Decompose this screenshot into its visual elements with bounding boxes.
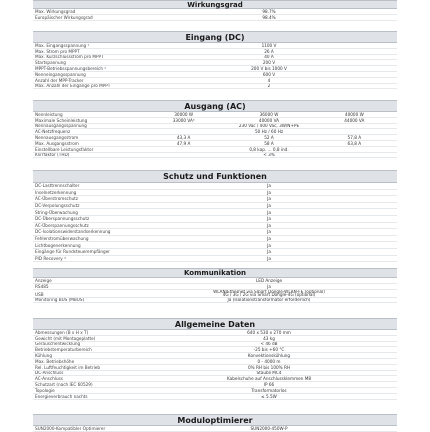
spec-label: Klirrfaktor (THD) [35, 152, 70, 158]
section-kommunikation [33, 268, 397, 303]
spec-value: < 3% [263, 152, 275, 158]
spec-value: 0 - 4000 m [257, 358, 281, 364]
spec-value: 200 V bis 1000 V [251, 66, 287, 71]
spec-row [33, 15, 397, 21]
spec-row [33, 229, 397, 236]
spec-row [33, 426, 397, 432]
spec-label: Nennausgangsstrom [35, 135, 79, 140]
section-title: Wirkungsgrad [33, 0, 397, 9]
spec-value: Kabelschuhe auf Anschlussklemmen M8 [226, 376, 311, 382]
spec-label: Max. Betriebshöhe [35, 358, 75, 364]
spec-label: AC-Überspannungsschutz [35, 222, 89, 228]
spec-label: USB [35, 291, 44, 297]
spec-value: 52 A [264, 135, 274, 140]
spec-value: 40 A [264, 54, 274, 60]
spec-label: Startspannung [35, 60, 66, 66]
spec-value: Stäubli MC4 [256, 370, 282, 376]
spec-value: 0,8 kap. ... 0,8 ind. [249, 146, 289, 152]
spec-value: Ja (Isolationstransformator erforderlich) [227, 297, 311, 303]
spec-row [33, 203, 397, 210]
spec-label: Einstellbare Leistungsfaktor [35, 146, 94, 152]
spec-label: Max. Kurzschlussstrom pro MPPT [35, 54, 104, 60]
section-title: Allgemeine Daten [33, 318, 397, 330]
spec-value: 40000 VA [258, 117, 280, 123]
section-title: Moduloptimierer [33, 414, 397, 426]
spec-label: Energieverbrauch nachts [35, 393, 88, 399]
spec-value: Ja [267, 283, 271, 289]
spec-value: 44000 VA [344, 117, 365, 123]
spec-row [33, 223, 397, 230]
spec-label: Anzeige [35, 278, 52, 283]
spec-value: 50 Hz / 60 Hz [254, 129, 284, 135]
spec-label: SUN2000-Kompatibler Optimierer [35, 426, 106, 431]
spec-row [33, 183, 397, 190]
spec-value: ≤ 5.5W [261, 393, 277, 399]
section-schutz [33, 170, 397, 262]
spec-label: Schutzart (nach IEC 60529) [35, 382, 93, 387]
spec-value: Ja [267, 242, 271, 248]
spec-value: Transformatorlos [251, 387, 287, 393]
spec-value: 30000 W [174, 112, 194, 117]
spec-value: 2 [267, 83, 271, 89]
spec-value: 0% RH bis 100% RH [247, 364, 291, 370]
spec-label: RS485 [35, 283, 49, 289]
spec-label: MPPT-Betriebsspannungsbereich ² [35, 66, 107, 71]
spec-value: 58 A [264, 140, 274, 146]
spec-row [33, 290, 397, 298]
spec-label: Max. Ausgangsstrom [35, 140, 79, 146]
spec-value: Ja [267, 216, 271, 222]
spec-label: Inselnetzerkennung [35, 189, 77, 195]
spec-value: 640 x 530 x 270 mm [247, 330, 291, 335]
spec-value: WLAN/Ethernet via Smart Dongle-WLAN-FE (optional) 4G / 3G / 2G via Smart Dongle-4G (optional) [213, 289, 325, 298]
spec-label: Fehlerstromüberwachung [35, 235, 89, 241]
spec-value: 600 V [262, 71, 276, 77]
section-moduloptimierer [33, 414, 397, 432]
spec-label: DC-Anschluss [35, 370, 64, 376]
spec-label: DC-Verpolungsschutz [35, 202, 80, 208]
spec-value: 98.7% [262, 9, 276, 14]
spec-value: 43 kg [263, 335, 275, 341]
spec-row [33, 242, 397, 249]
spec-label: Nennleistung [35, 112, 63, 117]
spec-label: Europäischer Wirkungsgrad [35, 14, 93, 20]
spec-label: Max. Wirkungsgrad [35, 9, 76, 14]
spec-value: < 46 dB [260, 341, 278, 347]
spec-row [33, 249, 397, 256]
spec-label: Lichtbogenerkennung [35, 242, 81, 248]
spec-value: -25 bis +60 °C [253, 347, 285, 353]
spec-row [33, 209, 397, 216]
spec-label: PID Recovery ⁴ [35, 255, 66, 261]
spec-label: Max. Strom pro MPPT [35, 48, 80, 54]
spec-label: Nennausgangsspannung [35, 123, 87, 129]
section-allgemein [33, 318, 397, 400]
spec-value: 43,3 A [176, 135, 191, 140]
spec-label: Eingänge für Rundsteuerempfänger [35, 249, 110, 255]
spec-label: AC-Überstromschutz [35, 196, 78, 202]
spec-label: Geräuschentwicklung [35, 341, 81, 347]
spec-row [33, 196, 397, 203]
section-title: Kommunikation [33, 268, 397, 278]
spec-value: Ja [267, 235, 271, 241]
spec-value: Ja [267, 196, 271, 202]
spec-label: Abmessungen (B x H x T) [35, 330, 89, 335]
spec-row [33, 256, 397, 263]
spec-value: 36000 W [259, 112, 279, 117]
spec-value: SUN2000-450W-P [250, 426, 288, 431]
spec-label: Max. Eingangsspannung ¹ [35, 43, 90, 48]
spec-value: 98.4% [262, 14, 276, 20]
spec-label: AC-Anschluss [35, 376, 63, 382]
spec-label: Maximale Scheinleistung [35, 117, 88, 123]
section-ausgang [33, 100, 397, 158]
spec-value: Ja [267, 255, 271, 261]
spec-value: 57,8 A [347, 135, 362, 140]
spec-value: Ja [267, 249, 271, 255]
spec-label: Monitoring BUS (MBUS) [35, 297, 85, 303]
spec-label: DC-Überspannungsschutz [35, 216, 90, 222]
spec-row [33, 298, 397, 304]
spec-label: String-Überwachung [35, 209, 78, 215]
section-eingang [33, 31, 397, 89]
spec-row [33, 153, 397, 159]
spec-row [33, 236, 397, 243]
spec-value: Konvektionskühlung [247, 353, 291, 358]
spec-label: Nenneingangsspannung [35, 71, 86, 77]
spec-value: Ja [267, 189, 271, 195]
section-wirkungsgrad [33, 0, 397, 21]
spec-value: 33000 VA³ [172, 117, 195, 123]
spec-label: DC-Isolationswiderstandserkennung [35, 229, 111, 235]
spec-label: Max. Anzahl der Eingänge pro MPPT [35, 83, 111, 89]
spec-value: Ja [267, 209, 271, 215]
spec-row [33, 190, 397, 197]
spec-row [33, 394, 397, 400]
spec-label: Betriebstemperaturbereich [35, 347, 92, 353]
spec-value: 4 [267, 77, 271, 83]
spec-value: Ja [267, 222, 271, 228]
spec-value: 63,8 A [347, 140, 362, 146]
spec-label: DC-Lasttrennschalter [35, 183, 80, 189]
spec-value: Ja [267, 183, 271, 189]
spec-label: Rel. Luftfeuchtigkeit im Betrieb [35, 364, 100, 370]
section-title: Eingang (DC) [33, 31, 397, 43]
spec-label: Anzahl der MPP-Tracker [35, 77, 84, 83]
section-title: Ausgang (AC) [33, 100, 397, 112]
spec-value: 47,9 A [176, 140, 191, 146]
spec-value: 230 Vac / 400 Vac, 3W/N+PE [238, 123, 300, 129]
spec-value: LED Anzeige [255, 278, 283, 283]
spec-label: Gewicht (mit Montageplatte) [35, 335, 96, 341]
spec-value: IP 66 [263, 382, 275, 387]
spec-label: Topologie [35, 387, 55, 393]
spec-row [33, 216, 397, 223]
spec-value: 1100 V [261, 43, 277, 48]
spec-label: AC-Netzfrequenz [35, 129, 71, 135]
spec-value: 40000 W [344, 112, 364, 117]
spec-value: 200 V [262, 60, 276, 66]
spec-value: Ja [267, 229, 271, 235]
spec-value: Ja [267, 202, 271, 208]
spec-row [33, 84, 397, 90]
section-title: Schutz und Funktionen [33, 170, 397, 183]
spec-label: Kühlung [35, 353, 52, 358]
spec-value: 26 A [264, 48, 274, 54]
